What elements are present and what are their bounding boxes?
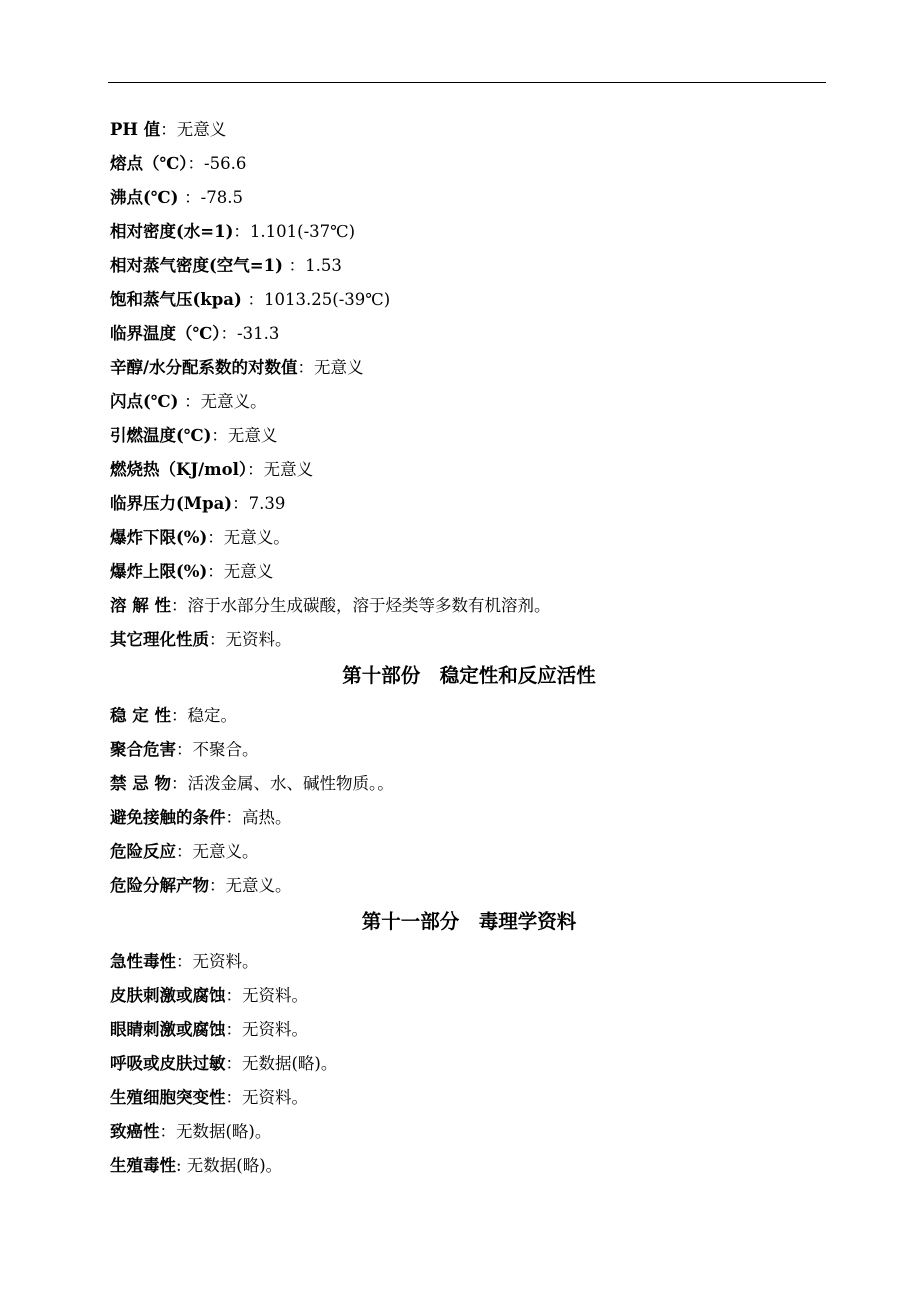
physical-chemical-properties — [110, 113, 822, 657]
skin-corrosion-item — [110, 979, 822, 1013]
decomposition-products-item — [110, 869, 822, 903]
incompatible-materials-item — [110, 767, 822, 801]
item-label: 危险分解产物 — [110, 876, 209, 895]
item-value: ：无资料。 — [225, 1088, 308, 1107]
item-label: 禁 忌 物 — [110, 774, 171, 793]
item-value: ：无资料。 — [225, 986, 308, 1005]
property-other — [110, 623, 822, 657]
property-value: ：无意义 — [297, 358, 364, 377]
property-solubility — [110, 589, 822, 623]
property-label: 相对蒸气密度(空气=1) — [110, 256, 289, 275]
property-critical-temperature — [110, 317, 822, 351]
property-label: 闪点(℃) — [110, 392, 185, 411]
property-value: ：1.53 — [288, 256, 342, 275]
item-label: 避免接触的条件 — [110, 808, 226, 827]
property-value: ：7.39 — [232, 494, 286, 513]
property-label: 爆炸下限(%) — [110, 528, 208, 547]
germ-cell-mutagenicity-item — [110, 1081, 822, 1115]
item-label: 急性毒性 — [110, 952, 176, 971]
property-log-kow — [110, 351, 822, 385]
property-value: ：无意义 — [211, 426, 278, 445]
property-label: 爆炸上限(%) — [110, 562, 208, 581]
sensitization-item — [110, 1047, 822, 1081]
property-ph — [110, 113, 822, 147]
item-label: 稳 定 性 — [110, 706, 171, 725]
section-10-items — [110, 699, 822, 903]
section-11-heading: 第十一部分 毒理学资料 — [361, 910, 577, 933]
item-value: : 无数据(略)。 — [176, 1156, 283, 1175]
property-label: 熔点（℃） — [110, 154, 188, 173]
item-label: 生殖毒性 — [110, 1156, 176, 1175]
property-value: ：-78.5 — [184, 188, 243, 207]
eye-irritation-item — [110, 1013, 822, 1047]
property-heat-of-combustion — [110, 453, 822, 487]
section-11-items — [110, 945, 822, 1183]
property-critical-pressure — [110, 487, 822, 521]
property-upper-explosive-limit — [110, 555, 822, 589]
header-rule — [108, 82, 826, 83]
polymerization-hazard-item — [110, 733, 822, 767]
item-label: 生殖细胞突变性 — [110, 1088, 226, 1107]
property-value: ：无意义 — [247, 460, 314, 479]
carcinogenicity-item — [110, 1115, 822, 1149]
property-value: ：无资料。 — [209, 630, 292, 649]
item-value: ：无资料。 — [176, 952, 259, 971]
property-melting-point — [110, 147, 822, 181]
property-label: 相对密度(水=1) — [110, 222, 234, 241]
property-flash-point — [110, 385, 822, 419]
property-label: 辛醇/水分配系数的对数值 — [110, 358, 298, 377]
property-value: ：-31.3 — [220, 324, 280, 343]
item-value: ：无意义。 — [176, 842, 259, 861]
property-label: 临界温度（℃） — [110, 324, 221, 343]
document-body — [110, 113, 822, 1183]
item-value: ：无资料。 — [225, 1020, 308, 1039]
property-relative-density — [110, 215, 822, 249]
item-value: ：无意义。 — [209, 876, 292, 895]
property-label: PH 值 — [110, 120, 161, 139]
item-label: 眼睛刺激或腐蚀 — [110, 1020, 226, 1039]
property-label: 燃烧热（KJ/mol） — [110, 460, 248, 479]
property-vapor-density — [110, 249, 822, 283]
item-label: 呼吸或皮肤过敏 — [110, 1054, 226, 1073]
property-value: ：1.101(-37℃) — [233, 222, 356, 241]
property-vapor-pressure — [110, 283, 822, 317]
property-label: 引燃温度(℃) — [110, 426, 212, 445]
item-value: ：不聚合。 — [176, 740, 259, 759]
property-value: ：-56.6 — [187, 154, 247, 173]
property-label: 临界压力(Mpa) — [110, 494, 233, 513]
property-label: 饱和蒸气压(kpa) — [110, 290, 248, 309]
property-ignition-temperature — [110, 419, 822, 453]
property-lower-explosive-limit — [110, 521, 822, 555]
property-value: ：无意义 — [160, 120, 227, 139]
property-value: ：无意义。 — [207, 528, 290, 547]
property-value: ：溶于水部分生成碳酸，溶于烃类等多数有机溶剂。 — [171, 596, 551, 615]
property-label: 其它理化性质 — [110, 630, 209, 649]
property-value: ：1013.25(-39℃) — [247, 290, 391, 309]
hazardous-reactions-item — [110, 835, 822, 869]
property-boiling-point — [110, 181, 822, 215]
item-label: 致癌性 — [110, 1122, 160, 1141]
item-label: 危险反应 — [110, 842, 176, 861]
item-value: ：高热。 — [225, 808, 292, 827]
conditions-to-avoid-item — [110, 801, 822, 835]
item-value: ：无数据(略)。 — [225, 1054, 338, 1073]
section-10-heading: 第十部份 稳定性和反应活性 — [342, 664, 596, 687]
item-label: 聚合危害 — [110, 740, 176, 759]
item-value: ：无数据(略)。 — [159, 1122, 272, 1141]
property-label: 溶 解 性 — [110, 596, 171, 615]
property-value: ：无意义 — [207, 562, 274, 581]
item-label: 皮肤刺激或腐蚀 — [110, 986, 226, 1005]
item-value: ：稳定。 — [171, 706, 237, 725]
property-value: ：无意义。 — [184, 392, 267, 411]
acute-toxicity-item — [110, 945, 822, 979]
reproductive-toxicity-item — [110, 1149, 822, 1183]
item-value: ：活泼金属、水、碱性物质。。 — [171, 774, 394, 793]
stability-item — [110, 699, 822, 733]
property-label: 沸点(℃) — [110, 188, 185, 207]
